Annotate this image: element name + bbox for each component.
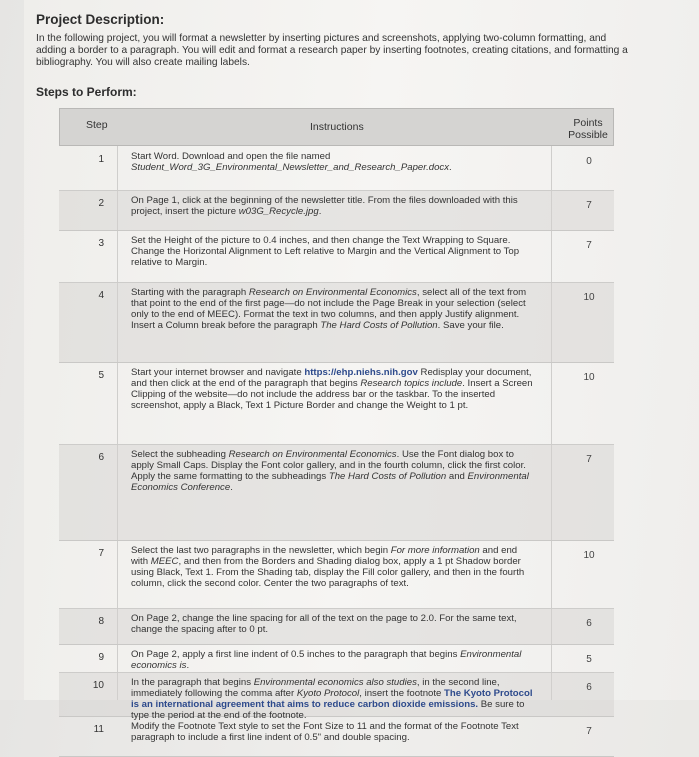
instruction-fragment: , select all of the text from that point to the end of the first page—do not include the Page Break in your selection (select only to the end of MEEC). Format the text in two columns, and then apply Justify alignment. Insert a Column break before the paragraph — [131, 287, 527, 331]
steps-heading: Steps to Perform: — [36, 85, 137, 99]
instruction-fragment: On Page 1, click at the beginning of the newsletter title. From the files downloaded with this project, insert the picture — [131, 195, 518, 217]
step-points: 7 — [586, 726, 592, 737]
table-row — [59, 540, 614, 609]
step-number: 10 — [92, 680, 104, 691]
step-instructions — [131, 721, 536, 743]
step-number: 2 — [98, 198, 104, 209]
instruction-fragment: Environmental Economics Conference — [131, 471, 529, 493]
instruction-fragment: . — [230, 482, 233, 493]
instruction-fragment: , and then from the Borders and Shading dialog box, apply a 1 pt Shadow border using Black, Text 1. From the Shading tab, display the Fill color gallery, and then in the fourth column, click the second color. Center the two paragraphs of text. — [131, 556, 525, 589]
instruction-fragment: Be sure to type the period at the end of the footnote. — [131, 699, 525, 721]
table-row — [59, 362, 614, 445]
step-instructions — [131, 545, 536, 589]
instruction-fragment: w03G_Recycle.jpg — [238, 206, 319, 217]
step-points: 7 — [586, 200, 592, 211]
step-points: 7 — [586, 454, 592, 465]
table-row — [59, 672, 614, 721]
step-instructions — [131, 235, 536, 268]
instruction-fragment: For more information — [390, 545, 480, 556]
step-instructions — [131, 449, 536, 493]
instruction-fragment: . Insert a Screen Clipping of the website—do not include the address bar or the taskbar. To the inserted screenshot, apply a Black, Text 1 Picture Border and change the Weight to 1 pt. — [131, 378, 533, 411]
step-instructions — [131, 649, 536, 671]
step-number: 3 — [98, 238, 104, 249]
step-number: 7 — [98, 548, 104, 559]
instruction-fragment: Research on Environmental Economics — [248, 287, 417, 298]
step-instructions — [131, 151, 536, 173]
header-instructions: Instructions — [310, 121, 364, 133]
instruction-fragment: In the paragraph that begins — [131, 677, 254, 688]
instruction-fragment: . — [186, 660, 190, 671]
instruction-fragment: Environmental economics also studies — [253, 677, 417, 688]
instruction-fragment: and end with — [131, 545, 518, 567]
instruction-fragment: . Save your file. — [437, 320, 504, 331]
step-number: 4 — [98, 290, 104, 301]
steps-table — [59, 108, 614, 743]
instruction-fragment: , in the second line, immediately following the comma after — [131, 677, 500, 699]
step-instructions — [131, 367, 536, 411]
header-points: Points Possible — [568, 117, 608, 141]
step-number: 1 — [98, 154, 104, 165]
step-number: 8 — [98, 616, 104, 627]
instruction-fragment: MEEC — [150, 556, 179, 567]
step-instructions — [131, 613, 536, 635]
instruction-fragment: Environmental economics is — [131, 649, 522, 671]
document-page — [24, 0, 699, 743]
table-row — [59, 282, 614, 363]
instruction-fragment: On Page 2, change the line spacing for all of the text on the page to 2.0. For the same text, change the spacing after to 0 pt. — [131, 613, 517, 635]
step-number: 9 — [98, 652, 104, 663]
step-points: 6 — [586, 618, 592, 629]
table-row — [59, 146, 614, 191]
instruction-fragment: Start Word. Download and open the file named — [131, 151, 331, 162]
instruction-fragment: . Use the Font dialog box to apply Small Caps. Display the Font color gallery, and in the fourth column, click the first color. Apply the same formatting to the subheadings — [131, 449, 526, 482]
instruction-fragment: Kyoto Protocol — [296, 688, 360, 699]
table-row — [59, 444, 614, 541]
instruction-fragment: Starting with the paragraph — [131, 287, 249, 298]
step-points: 10 — [583, 550, 595, 561]
instruction-fragment: https://ehp.niehs.nih.gov — [304, 367, 418, 378]
step-points: 6 — [586, 682, 592, 693]
table-row — [59, 608, 614, 645]
instruction-fragment: and — [446, 471, 468, 482]
instruction-fragment: . — [318, 206, 322, 217]
instruction-fragment: Select the subheading — [131, 449, 229, 460]
table-row — [59, 190, 614, 231]
step-points: 0 — [586, 156, 592, 167]
step-number: 6 — [98, 452, 104, 463]
instruction-fragment: . — [449, 162, 452, 173]
step-points: 7 — [586, 240, 592, 251]
instruction-fragment: , insert the footnote — [359, 688, 445, 699]
page-title: Project Description: — [36, 12, 165, 27]
instruction-fragment: The Hard Costs of Pollution — [328, 471, 447, 482]
instruction-fragment: Student_Word_3G_Environmental_Newsletter_and_Research_Paper.docx — [131, 162, 450, 173]
project-description: In the following project, you will format a newsletter by inserting pictures and screenshots, applying two-column formatting, and adding a border to a paragraph. You will edit and format a research paper by inserting footnotes, creating citations, and formatting a bibliography. You will also create mailing labels. — [36, 33, 628, 68]
instruction-fragment: The Hard Costs of Pollution — [320, 320, 438, 331]
instruction-fragment: On Page 2, apply a first line indent of 0.5 inches to the paragraph that begins — [131, 649, 461, 660]
table-row — [59, 644, 614, 673]
step-number: 11 — [93, 724, 104, 735]
table-row — [59, 230, 614, 283]
table-row — [59, 716, 614, 757]
instruction-fragment: Select the last two paragraphs in the newsletter, which begin — [131, 545, 391, 556]
step-number: 5 — [98, 370, 104, 381]
table-header — [59, 108, 614, 146]
step-instructions — [131, 195, 536, 217]
instruction-fragment: The Kyoto Protocol is an international agreement that aims to reduce carbon dioxide emissions. — [131, 688, 533, 710]
step-instructions — [131, 287, 536, 331]
instruction-fragment: Modify the Footnote Text style to set the Font Size to 11 and the format of the Footnote Text paragraph to include a first line indent of 0.5" and double spacing. — [131, 721, 519, 743]
instruction-fragment: Redisplay your document, and then click at the end of the paragraph that begins — [131, 367, 532, 389]
step-points: 5 — [586, 654, 592, 665]
instruction-fragment: Research topics include — [360, 378, 463, 389]
instruction-fragment: Research on Environmental Economics — [228, 449, 397, 460]
instruction-fragment: Start your internet browser and navigate — [131, 367, 305, 378]
step-points: 10 — [583, 292, 595, 303]
step-instructions — [131, 677, 536, 721]
header-step: Step — [86, 119, 108, 131]
step-points: 10 — [583, 372, 595, 383]
instruction-fragment: Set the Height of the picture to 0.4 inches, and then change the Text Wrapping to Square. Change the Horizontal Alignment to Left relative to Margin and the Vertical Alignment to Top relative to Margin. — [131, 235, 520, 268]
